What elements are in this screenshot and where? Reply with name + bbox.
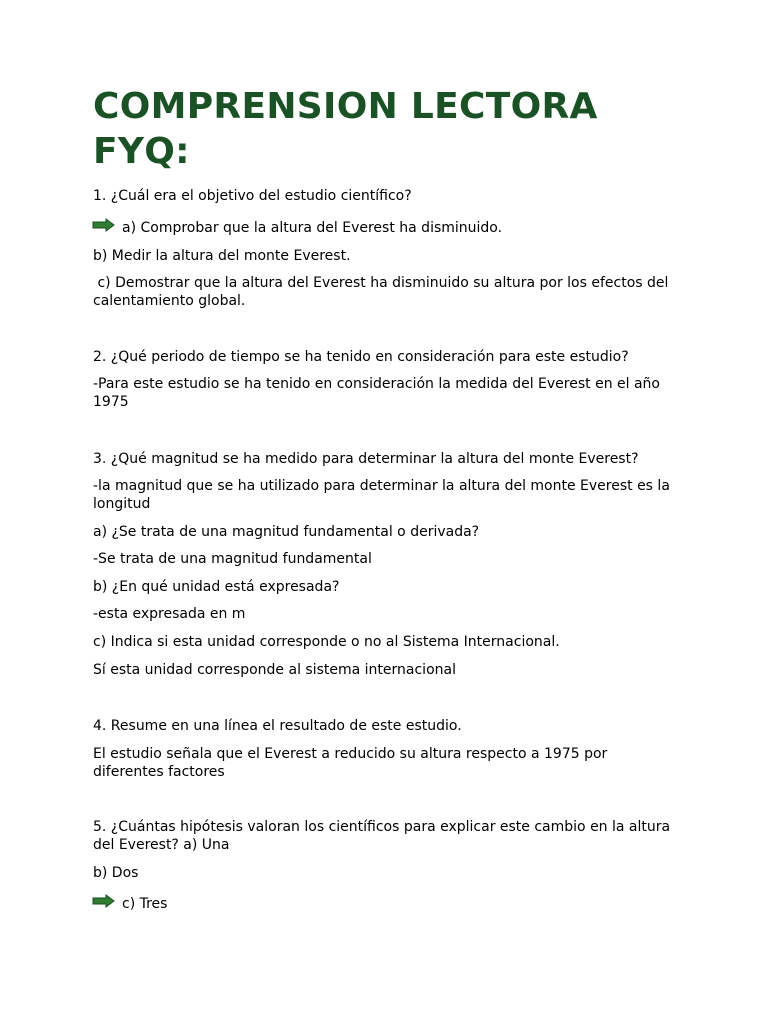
q1-option-b: b) Medir la altura del monte Everest.	[93, 248, 351, 264]
q5-question: 5. ¿Cuántas hipótesis valoran los científicos para explicar este cambio en la altura del Everest? a) Una	[93, 819, 671, 853]
q3-c-answer: Sí esta unidad corresponde al sistema internacional	[93, 662, 456, 678]
q1-option-c: c) Demostrar que la altura del Everest ha disminuido su altura por los efectos del calentamiento global.	[93, 275, 673, 309]
document-title: COMPRENSION LECTORA FYQ:	[93, 86, 598, 172]
q4-answer: El estudio señala que el Everest a reducido su altura respecto a 1975 por diferentes factores	[93, 746, 608, 780]
right-arrow-icon	[92, 218, 115, 232]
q3-b-answer: -esta expresada en m	[93, 606, 246, 622]
right-arrow-icon	[92, 894, 115, 908]
q2-question: 2. ¿Qué periodo de tiempo se ha tenido en consideración para este estudio?	[93, 349, 629, 365]
q5-option-c: c) Tres	[122, 896, 168, 912]
q2-answer: -Para este estudio se ha tenido en consideración la medida del Everest en el año 1975	[93, 376, 660, 410]
q3-a-answer: -Se trata de una magnitud fundamental	[93, 551, 372, 567]
q3-b-question: b) ¿En qué unidad está expresada?	[93, 579, 340, 595]
q3-answer: -la magnitud que se ha utilizado para determinar la altura del monte Everest es la longitud	[93, 478, 670, 512]
q4-question: 4. Resume en una línea el resultado de este estudio.	[93, 718, 462, 734]
q3-question: 3. ¿Qué magnitud se ha medido para determinar la altura del monte Everest?	[93, 451, 639, 467]
q3-c-question: c) Indica si esta unidad corresponde o no al Sistema Internacional.	[93, 634, 560, 650]
q1-question: 1. ¿Cuál era el objetivo del estudio científico?	[93, 188, 412, 204]
q1-option-a: a) Comprobar que la altura del Everest ha disminuido.	[122, 220, 503, 236]
q3-a-question: a) ¿Se trata de una magnitud fundamental o derivada?	[93, 524, 480, 540]
q5-option-b: b) Dos	[93, 865, 139, 881]
